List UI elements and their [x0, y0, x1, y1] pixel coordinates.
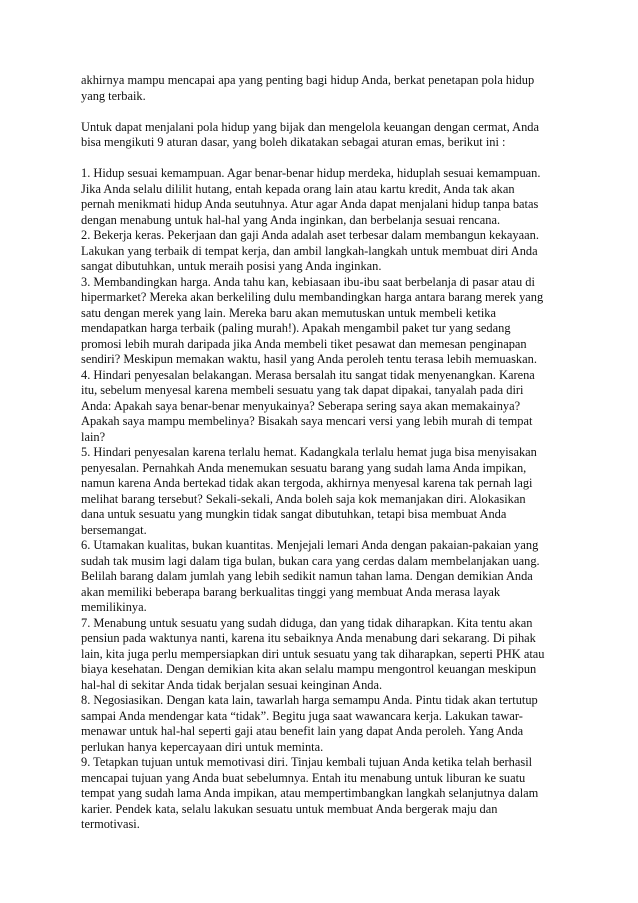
lead-line: bisa mengikuti 9 aturan dasar, yang boleh dikatakan sebagai aturan emas, berikut ini :	[81, 135, 506, 149]
rule-text-line: 6. Utamakan kualitas, bukan kuantitas. Menjejali lemari Anda dengan pakaian-pakaian yang	[81, 538, 539, 552]
rule-text-line: dengan menabung untuk hal-hal yang Anda inginkan, dan berbelanja sesuai rencana.	[81, 212, 501, 227]
rule-text-line: Apakah saya mampu membelinya? Bisakah saya mencari versi yang lebih murah di tempat	[81, 414, 533, 428]
rule-text-line: Belilah barang dalam jumlah yang lebih sedikit namun tahan lama. Dengan demikian Anda	[81, 569, 533, 583]
rule-text-line: 3. Membandingkan harga. Anda tahu kan, kebiasaan ibu-ibu saat berbelanja di pasar atau di	[81, 274, 535, 289]
rule-text-line: satu dengan merek yang lain. Mereka baru akan memutuskan untuk membeli ketika	[81, 305, 496, 320]
rule-text-line: hipermarket? Mereka akan berkeliling dulu membandingkan harga antara barang merek yang	[81, 290, 544, 304]
rules-list	[81, 166, 563, 833]
rule-text-line: sangat dibutuhkan, untuk meraih posisi yang Anda inginkan.	[81, 259, 382, 273]
lead-line: Untuk dapat menjalani pola hidup yang bijak dan mengelola keuangan dengan cermat, Anda	[81, 119, 539, 134]
rule-text-line: lain?	[81, 429, 106, 444]
rule-text-line: sudah tak musim lagi dalam tiga bulan, bukan cara yang cerdas dalam membelanjakan uang.	[81, 553, 540, 568]
rule-text-line: karier. Pendek kata, selalu lakukan sesuatu untuk membuat Anda bergerak maju dan	[81, 801, 498, 816]
rule-text-line: termotivasi.	[81, 817, 140, 831]
rule-text-line: mendapatkan harga terbaik (paling murah!). Apakah mengambil paket tur yang sedang	[81, 321, 511, 335]
rule-text-line: sendiri? Meskipun memakan waktu, hasil yang Anda peroleh tentu terasa lebih memuaskan.	[81, 352, 537, 366]
intro-line: akhirnya mampu mencapai apa yang penting bagi hidup Anda, berkat penetapan pola hidup	[81, 73, 535, 87]
rule-text-line: 4. Hindari penyesalan belakangan. Merasa bersalah itu sangat tidak menyenangkan. Karena	[81, 367, 535, 382]
document-body	[81, 73, 563, 833]
rule-text-line: sampai Anda mendengar kata “tidak”. Begitu juga saat wawancara kerja. Lakukan tawar-	[81, 708, 523, 723]
rule-text-line: Anda: Apakah saya benar-benar menyukainya? Seberapa sering saya akan memakainya?	[81, 398, 521, 413]
rule-text-line: 5. Hindari penyesalan karena terlalu hemat. Kadangkala terlalu hemat juga bisa menyisakan	[81, 445, 537, 459]
rule-text-line: memilikinya.	[81, 600, 147, 614]
rule-text-line: Jika Anda selalu dililit hutang, entah kepada orang lain atau kartu kredit, Anda tak akan	[81, 181, 515, 196]
rule-text-line: dana untuk sesuatu yang mungkin tidak sangat dibutuhkan, tetapi bisa membuat Anda	[81, 507, 507, 521]
rule-text-line: pernah menikmati hidup Anda seutuhnya. Atur agar Anda dapat menjalani hidup tanpa batas	[81, 197, 539, 211]
rule-text-line: tempat yang sudah lama Anda impikan, atau mempertimbangkan langkah selanjutnya dalam	[81, 786, 539, 800]
rule-text-line: penyesalan. Pernahkah Anda menemukan sesuatu barang yang sudah lama Anda impikan,	[81, 460, 527, 475]
rule-text-line: 7. Menabung untuk sesuatu yang sudah diduga, dan yang tidak diharapkan. Kita tentu akan	[81, 615, 533, 630]
rule-text-line: pensiun pada waktunya nanti, karena itu sebaiknya Anda menabung dari sekarang. Di pihak	[81, 631, 536, 645]
rule-text-line: hal-hal di sekitar Anda tidak berjalan sesuai keinginan Anda.	[81, 677, 383, 692]
rule-text-line: akan memiliki beberapa barang berkualitas tinggi yang membuat Anda merasa layak	[81, 584, 501, 599]
rule-text-line: biaya kesehatan. Dengan demikian kita akan selalu mampu mengontrol keuangan meskipun	[81, 662, 537, 676]
rule-text-line: itu, sebelum menyesal karena membeli sesuatu yang tak dapat dipakai, tanyalah pada diri	[81, 383, 524, 397]
lead-paragraph	[81, 120, 563, 151]
rule-text-line: 1. Hidup sesuai kemampuan. Agar benar-benar hidup merdeka, hiduplah sesuai kemampuan.	[81, 166, 541, 180]
rule-text-line: bersemangat.	[81, 522, 147, 537]
rule-text-line: 8. Negosiasikan. Dengan kata lain, tawarlah harga semampu Anda. Pintu tidak akan tertutup	[81, 693, 538, 707]
intro-line: yang terbaik.	[81, 88, 146, 103]
rule-text-line: melihat barang tersebut? Sekali-sekali, Anda boleh saja kok memanjakan diri. Alokasikan	[81, 491, 526, 506]
rule-text-line: lain, kita juga perlu mempersiapkan diri untuk sesuatu yang tak diharapkan, seperti PHK atau	[81, 646, 545, 661]
rule-text-line: perlukan hanya kepercayaan diri untuk meminta.	[81, 739, 324, 754]
rule-text-line: 2. Bekerja keras. Pekerjaan dan gaji Anda adalah aset terbesar dalam membangun kekayaan.	[81, 228, 539, 242]
rule-text-line: 9. Tetapkan tujuan untuk memotivasi diri. Tinjau kembali tujuan Anda ketika telah berhasil	[81, 755, 533, 769]
rule-text-line: mencapai tujuan yang Anda buat sebelumnya. Entah itu menabung untuk liburan ke suatu	[81, 770, 526, 785]
paragraph-gap	[81, 104, 563, 120]
rule-text-line: namun karena Anda bertekad tidak akan tergoda, akhirnya menyesal karena tak pernah lagi	[81, 476, 533, 490]
rule-text-line: menawar untuk hal-hal seperti gaji atau benefit lain yang dapat Anda peroleh. Yang Anda	[81, 724, 524, 738]
paragraph-gap	[81, 151, 563, 167]
intro-paragraph	[81, 73, 563, 104]
rule-text-line: Lakukan yang terbaik di tempat kerja, dan ambil langkah-langkah untuk membuat diri Anda	[81, 243, 538, 258]
rule-text-line: promosi lebih murah daripada jika Anda membeli tiket pesawat dan memesan penginapan	[81, 336, 527, 351]
